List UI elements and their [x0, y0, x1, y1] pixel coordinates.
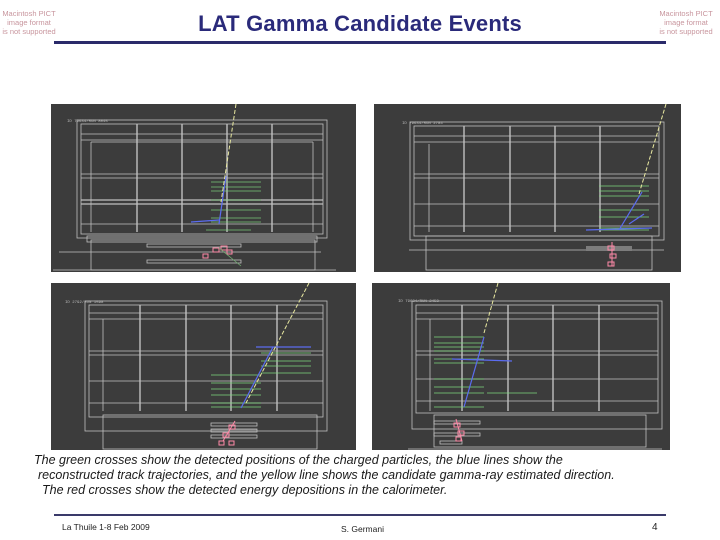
footer-event: La Thuile 1-8 Feb 2009 [62, 522, 150, 532]
event-id-label: ID 79634/RUN 8045 [67, 120, 108, 124]
caption-line: The red crosses show the detected energy depositions in the calorimeter. [42, 483, 448, 497]
caption-line: reconstructed track trajectories, and the yellow line shows the candidate gamma-ray estimated direction. [38, 468, 615, 482]
event-display-top-left [51, 104, 356, 272]
footer-divider [54, 514, 666, 516]
event-display-bottom-right [372, 283, 670, 450]
pict-text: Macintosh PICT [659, 9, 713, 18]
pict-text: is not supported [659, 27, 713, 36]
event-display-top-right [374, 104, 681, 272]
caption-line: The green crosses show the detected positions of the charged particles, the blue lines show the [34, 453, 563, 467]
pict-text: image format [7, 18, 51, 27]
figure-caption [24, 453, 704, 498]
detector-diagram [374, 104, 681, 272]
footer-author: S. Germani [341, 524, 384, 534]
title-divider [54, 41, 666, 44]
detector-diagram [51, 104, 356, 272]
event-id-label: ID 79634/RUN 2784 [402, 122, 443, 126]
event-id-label: ID 79634/RUN 2453 [398, 300, 439, 304]
slide-title: LAT Gamma Candidate Events [198, 11, 522, 36]
pict-text: is not supported [2, 27, 56, 36]
pict-text: image format [664, 18, 708, 27]
detector-diagram [51, 283, 356, 450]
page-number: 4 [652, 522, 658, 533]
event-id-label: ID 2792/RUN 1598 [65, 301, 104, 305]
pict-text: Macintosh PICT [2, 9, 56, 18]
event-display-bottom-left [51, 283, 356, 450]
detector-diagram [372, 283, 670, 450]
